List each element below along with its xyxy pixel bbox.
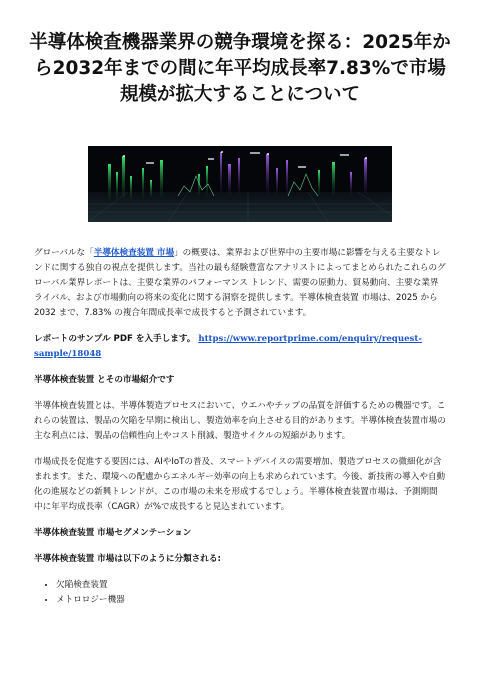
- sample-label: レポートのサンプル PDF を入手します。: [34, 334, 196, 344]
- section-intro-paragraph-1: 半導体検査装置とは、半導体製造プロセスにおいて、ウエハやチップの品質を評価するための機器です。これらの装置は、製品の欠陥を早期に検出し、製造効率を向上させる目的があります。半導体検査装置市場の主な利点には、製品の信頼性向上やコスト削減、製造サイクルの短縮があります。: [34, 401, 446, 441]
- section-intro-paragraph-2: 市場成長を促進する要因には、AIやIoTの普及、スマートデバイスの需要増加、製造プロセスの微細化が含まれます。また、環境への配慮からエネルギー効率の向上も求められています。今後、新技術の導入や自動化の進展などの新興トレンドが、この市場の未来を形成するでしょう。半導体検査装置市場は、予測期間中に年平均成長率（CAGR）が%で成長すると見込まれています。: [34, 457, 446, 512]
- segment-list: [34, 578, 446, 608]
- section-heading-segmentation: 半導体検査装置 市場セグメンテーション: [34, 528, 192, 538]
- page-title: 半導体検査機器業界の競争環境を探る：2025年から2032年までの間に年平均成長率7.83%で市場規模が拡大することについて: [29, 32, 451, 105]
- market-link[interactable]: 半導体検査装置 市場: [93, 248, 175, 258]
- list-item: • 欠陥検査装置: [56, 578, 446, 593]
- intro-prefix: グローバルな「: [34, 248, 94, 258]
- section-heading-intro: 半導体検査装置 とその市場紹介です: [34, 375, 175, 385]
- sample-pdf-line: [34, 332, 446, 362]
- intro-paragraph: [34, 246, 446, 321]
- abstract-data-visualization-image: [88, 146, 392, 222]
- sample-pdf-link[interactable]: https://www.reportprime.com/enquiry/request-sample/18048: [34, 334, 422, 359]
- list-item: • メトロロジー機器: [56, 593, 446, 608]
- segmentation-subheading: 半導体検査装置 市場は以下のように分類される:: [34, 554, 221, 564]
- intro-suffix: 」の概要は、業界および世界中の主要市場に影響を与える主要なトレンドに関する独自の視点を提供します。当社の最も経験豊富なアナリストによってまとめられたこれらのグローバル業界レポートは、主要な業界のパフォーマンス トレンド、需要の原動力、貿易動向、主要な業界ライバル、および市場動向の将来の変化に関する洞察を提供します。半導体検査装置 市場は、2025 から 2032 まで、7.83% の複合年間成長率で成長すると予測されています。: [34, 248, 446, 318]
- hero-image: [88, 146, 392, 222]
- article-body: [34, 246, 446, 608]
